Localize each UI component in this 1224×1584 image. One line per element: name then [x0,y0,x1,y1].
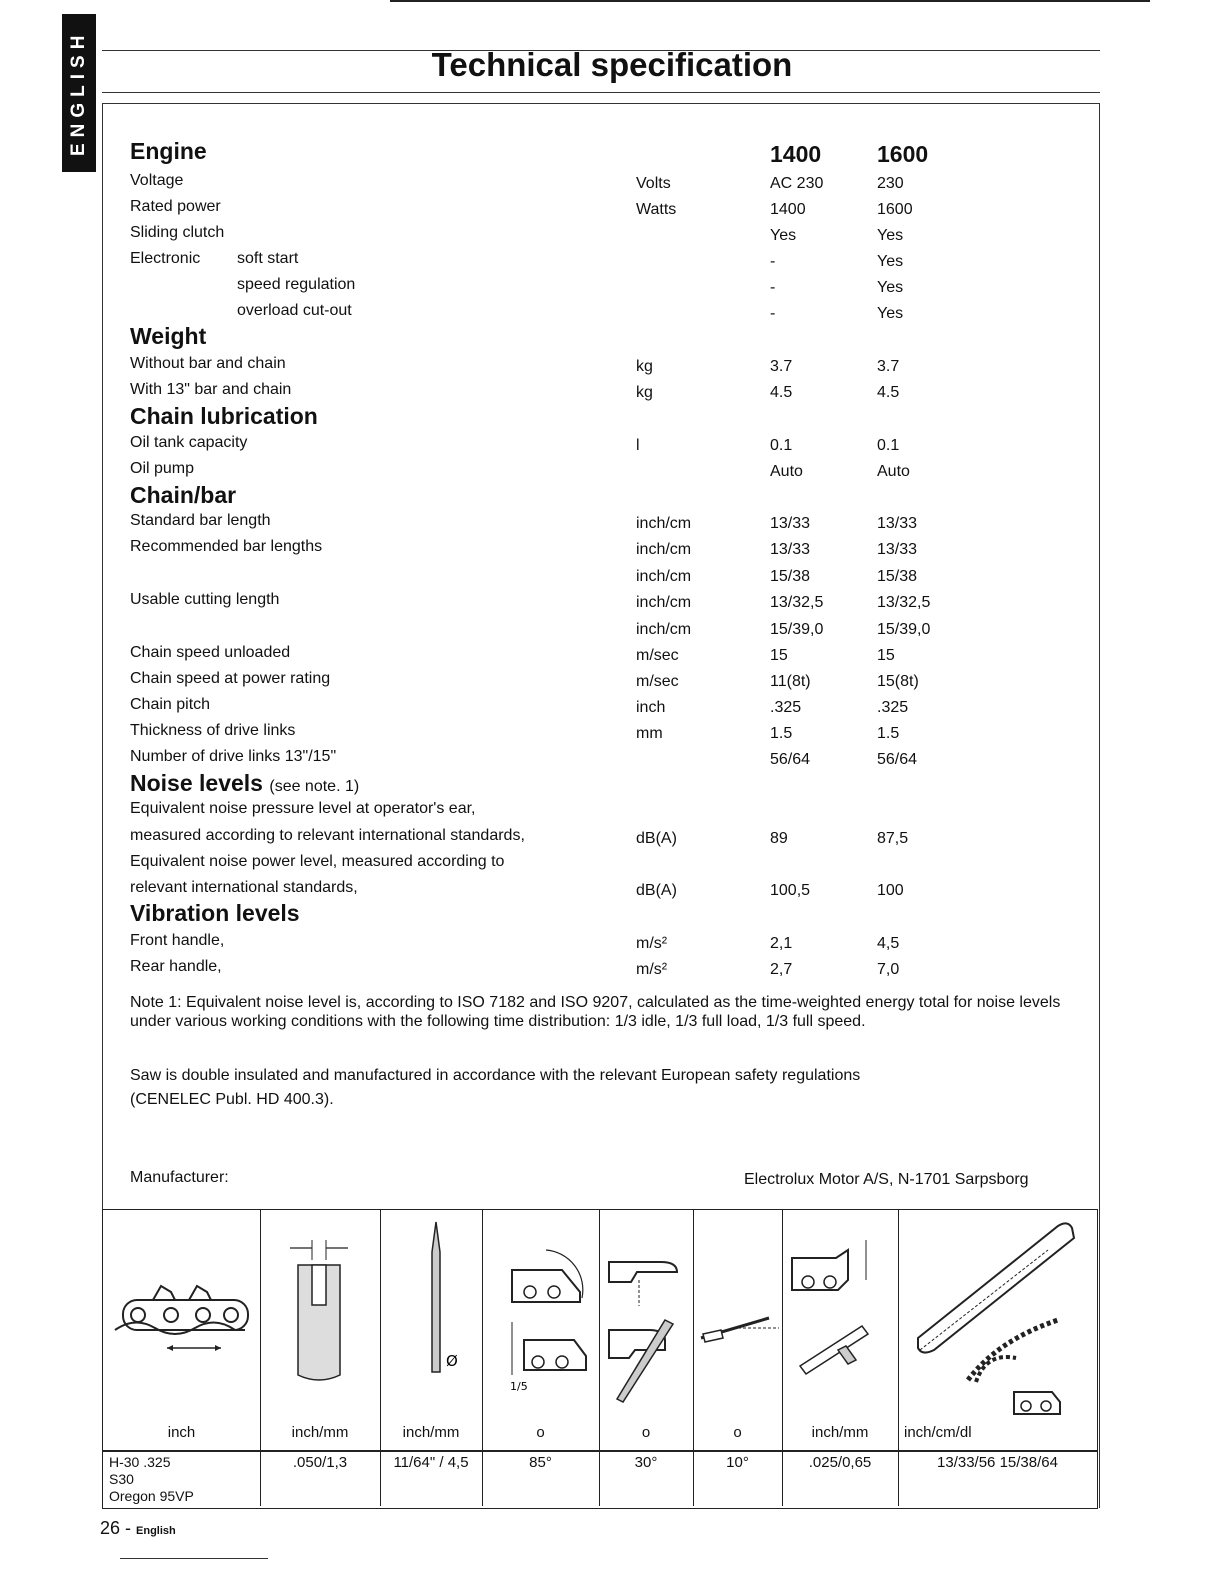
noise-note-ref: (see note. 1) [269,778,360,795]
spec-value-1600: Auto [877,463,910,480]
spec-value-1400: 2,7 [770,961,793,978]
top-rule [390,0,1150,2]
spec-label: Chain speed at power rating [130,670,331,687]
tool-header-file: inch/mm [402,1424,460,1441]
spec-label: Voltage [130,172,184,189]
spec-value-1600: Yes [877,253,904,270]
tool-header-depth-gauge: inch/mm [811,1424,869,1441]
file-tilt-icon [693,1210,782,1420]
spec-value-1400: AC 230 [770,175,824,192]
spec-value-1600: Yes [877,305,904,322]
chain-type-oregon: Oregon 95VP [109,1488,194,1504]
spec-value-1400: 3.7 [770,358,793,375]
spec-value-1400: 1.5 [770,725,793,742]
spec-value-1600: 0.1 [877,437,900,454]
spec-unit: Watts [636,201,677,218]
spec-label: Rear handle, [130,958,222,975]
spec-value-1400: 0.1 [770,437,793,454]
top-plate-angle-icon [482,1210,599,1420]
spec-label: Oil tank capacity [130,434,248,451]
spec-value-1400: 13/33 [770,515,811,532]
chain-type-h30: H-30 .325 [109,1454,171,1470]
spec-value-1600: 15/39,0 [877,621,931,638]
spec-unit: kg [636,358,653,375]
spec-value-1600: 13/33 [877,515,918,532]
spec-unit: inch [636,699,666,716]
section-noise-levels [130,770,359,797]
spec-value-1600: 15(8t) [877,673,919,690]
bottom-rule [120,1558,268,1559]
page-number: 26 [100,1518,121,1538]
tool-value-top-plate: 85° [529,1454,552,1471]
chain-icon [103,1210,260,1420]
spec-unit: Volts [636,175,671,192]
model-1400-header: 1400 [770,141,822,167]
section-weight: Weight [130,323,207,349]
spec-unit: inch/cm [636,541,692,558]
spec-value-1400: 2,1 [770,935,793,952]
spec-label: Rated power [130,198,221,215]
spec-label: Equivalent noise pressure level at operator's ear, [130,800,476,817]
spec-value-1600: 1.5 [877,725,900,742]
tool-header-gauge: inch/mm [291,1424,349,1441]
spec-value-1400: - [770,253,776,270]
spec-value-1400: 89 [770,830,788,847]
spec-unit: kg [636,384,653,401]
spec-unit: m/sec [636,647,679,664]
tool-header-filing-angle: o [641,1424,651,1441]
spec-unit: m/s² [636,961,668,978]
tool-col-gauge [260,1210,381,1506]
spec-label: Equivalent noise power level, measured according to [130,853,505,870]
footer-language: English [136,1525,176,1537]
spec-value-1600: .325 [877,699,909,716]
spec-unit: inch/cm [636,621,692,638]
tool-col-filing-angle [599,1210,694,1506]
model-1600-header: 1600 [877,141,929,167]
spec-unit: dB(A) [636,882,677,899]
spec-label: Number of drive links 13"/15" [130,748,337,765]
spec-label: Sliding clutch [130,224,225,241]
spec-value-1600: 15 [877,647,895,664]
spec-label: Electronic [130,250,201,267]
spec-value-1600: 13/32,5 [877,594,931,611]
noise-title: Noise levels [130,770,263,796]
spec-value-1600: 15/38 [877,568,918,585]
spec-label: measured according to relevant international standards, [130,827,525,844]
spec-label: With 13" bar and chain [130,381,292,398]
spec-label: Recommended bar lengths [130,538,323,555]
tool-header-top-plate: o [536,1424,545,1441]
tool-value-file: 11/64" / 4,5 [393,1454,469,1471]
tool-header-file-tilt: o [733,1424,742,1441]
tool-header-bar-chain: inch/cm/dl [904,1424,972,1441]
tool-value-file-tilt: 10° [726,1454,749,1471]
filing-angle-icon [599,1210,693,1420]
section-chain-bar: Chain/bar [130,482,237,508]
tool-value-gauge: .050/1,3 [292,1454,348,1471]
spec-sublabel: soft start [237,250,299,267]
spec-value-1400: - [770,279,776,296]
spec-label: Front handle, [130,932,225,949]
insulation-standard: (CENELEC Publ. HD 400.3). [130,1091,334,1108]
section-engine: Engine [130,138,207,164]
bar-and-chain-icon [898,1210,1097,1420]
manufacturer-label: Manufacturer: [130,1169,229,1186]
spec-value-1400: 13/32,5 [770,594,824,611]
spec-label: Oil pump [130,460,195,477]
spec-value-1600: 13/33 [877,541,918,558]
spec-value-1600: 87,5 [877,830,909,847]
spec-value-1400: 56/64 [770,751,811,768]
spec-sublabel: overload cut-out [237,302,352,319]
spec-unit: dB(A) [636,830,677,847]
tool-col-top-plate-angle [482,1210,600,1506]
tool-value-filing-angle: 30° [634,1454,658,1471]
diameter-symbol: Ø [446,1352,458,1370]
depth-gauge-icon [782,1210,898,1420]
spec-unit: inch/cm [636,594,692,611]
chain-type-s30: S30 [109,1471,134,1487]
spec-sublabel: speed regulation [237,276,356,293]
spec-unit: l [636,437,640,454]
spec-value-1600: 56/64 [877,751,918,768]
tool-col-bar-chain [898,1210,1097,1506]
tool-col-file-tilt [693,1210,783,1506]
spec-value-1400: 100,5 [770,882,811,899]
spec-value-1600: 100 [877,882,904,899]
spec-label: Without bar and chain [130,355,286,372]
tool-col-depth-gauge [782,1210,899,1506]
spec-unit: inch/cm [636,568,692,585]
tool-table [102,1209,1098,1509]
page-title: Technical specification [431,46,793,83]
tool-col-chain [103,1210,261,1506]
depth-fraction: 1/5 [510,1380,528,1393]
spec-value-1400: 11(8t) [770,673,811,690]
section-vibration: Vibration levels [130,900,300,926]
insulation-text: Saw is double insulated and manufactured in accordance with the relevant European safety regulations [130,1067,861,1084]
spec-unit: inch/cm [636,515,692,532]
round-file-icon [380,1210,482,1420]
spec-label: Chain speed unloaded [130,644,291,661]
spec-value-1400: 15 [770,647,788,664]
section-chain-lubrication: Chain lubrication [130,403,318,429]
spec-label: Standard bar length [130,512,271,529]
tool-col-file [380,1210,483,1506]
tool-header-chain: inch [167,1424,196,1441]
spec-value-1400: 13/33 [770,541,811,558]
drive-link-gauge-icon [260,1210,380,1420]
note-1: Note 1: Equivalent noise level is, according to ISO 7182 and ISO 9207, calculated as the time-weighted energy total for noise levels under various working conditions with the following time distribution: 1/3 idle, 1/3 full load, 1/3 full speed. [130,994,1061,1030]
spec-value-1400: 4.5 [770,384,793,401]
spec-value-1600: 3.7 [877,358,900,375]
spec-label: Thickness of drive links [130,722,296,739]
page-footer: 26 - English [100,1518,176,1538]
spec-value-1600: 4,5 [877,935,900,952]
spec-value-1400: - [770,305,776,322]
spec-unit: m/sec [636,673,679,690]
spec-label: Usable cutting length [130,591,280,608]
spec-value-1400: .325 [770,699,802,716]
spec-value-1400: Yes [770,227,797,244]
spec-unit: mm [636,725,663,742]
spec-value-1600: 4.5 [877,384,900,401]
language-tab: ENGLISH [62,14,96,172]
title-rule-bottom [102,92,1100,93]
spec-label: relevant international standards, [130,879,358,896]
spec-value-1600: Yes [877,227,904,244]
chain-types [109,1454,194,1505]
spec-value-1400: 1400 [770,201,806,218]
tool-value-bar-chain: 13/33/56 15/38/64 [937,1454,1058,1471]
spec-unit: m/s² [636,935,668,952]
manufacturer-name: Electrolux Motor A/S, N-1701 Sarpsborg [744,1171,1029,1188]
spec-value-1400: 15/38 [770,568,811,585]
tool-value-depth-gauge: .025/0,65 [808,1454,872,1471]
spec-label: Chain pitch [130,696,211,713]
spec-value-1600: 1600 [877,201,913,218]
spec-value-1600: Yes [877,279,904,296]
spec-value-1600: 230 [877,175,904,192]
spec-value-1600: 7,0 [877,961,900,978]
spec-value-1400: 15/39,0 [770,621,824,638]
spec-value-1400: Auto [770,463,803,480]
